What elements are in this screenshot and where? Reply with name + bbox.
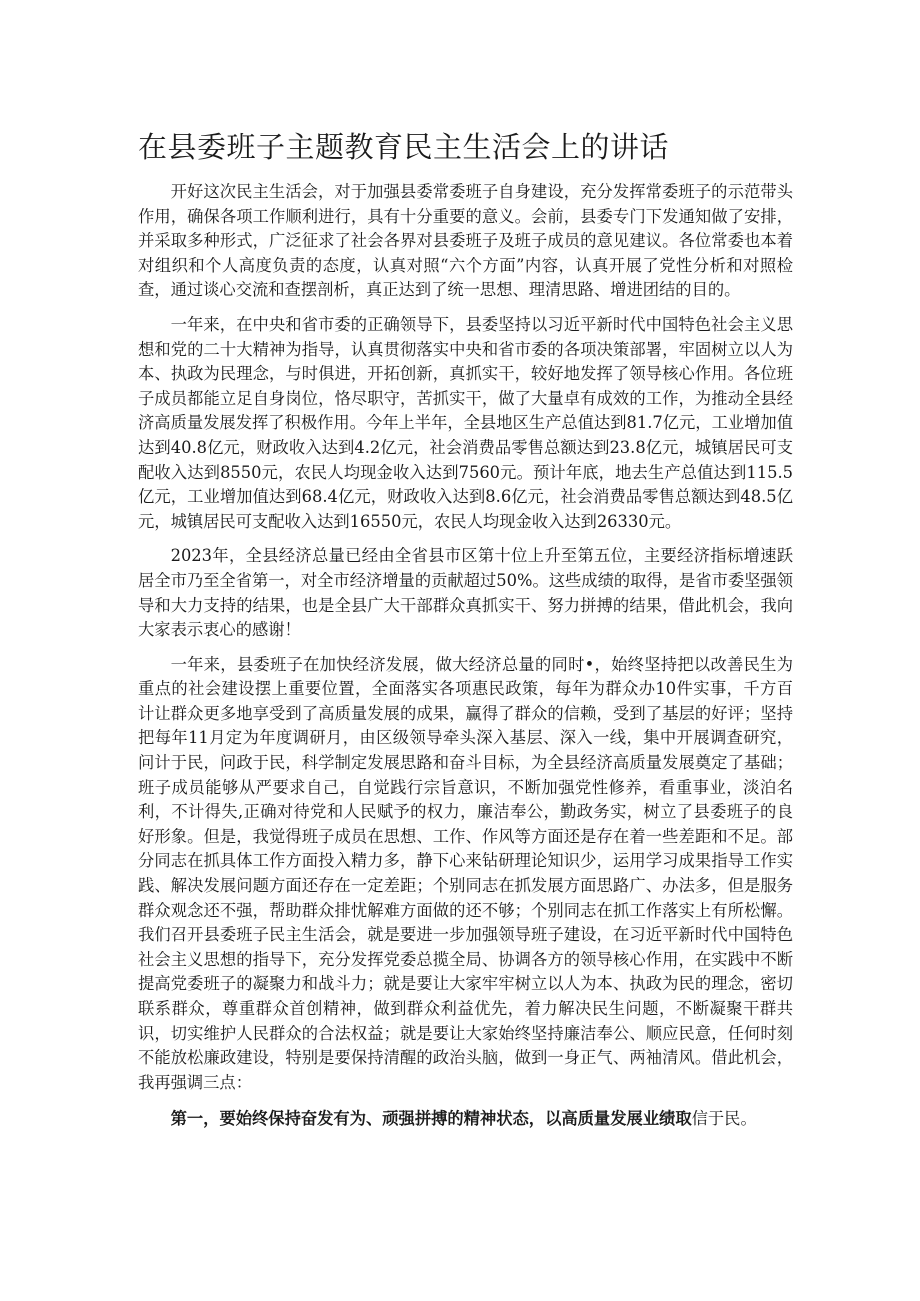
paragraph-shortcomings: 一年来，县委班子在加快经济发展，做大经济总量的同时•，始终坚持把以改善民生为重点的社会建设摆上重要位置，全面落实各项惠民政策，每年为群众办10件实事，千方百计让群众更多地享受到了高质量发展的成果，赢得了群众的信赖，受到了基层的好评；坚持把每年11月定为年度调研月，由区级领导牵头深入基层、深入一线，集中开展调查研究，问计于民，问政于民，科学制定发展思路和奋斗目标，为全县经济高质量发展奠定了基础；班子成员能够从严要求自己，自觉践行宗旨意识，不断加强党性修养，看重事业，淡泊名利，不计得失,正确对待党和人民赋予的权力，廉洁奉公，勤政务实，树立了县委班子的良好形象。但是，我觉得班子成员在思想、工作、作风等方面还是存在着一些差距和不足。部分同志在抓具体工作方面投入精力多，静下心来钻研理论知识少，运用学习成果指导工作实践、解决发展问题方面还存在一定差距；个别同志在抓发展方面思路广、办法多，但是服务群众观念还不强，帮助群众排忧解难方面做的还不够；个别同志在抓工作落实上有所松懈。我们召开县委班子民主生活会，就是要进一步加强领导班子建设，在习近平新时代中国特色社会主义思想的指导下，充分发挥党委总揽全局、协调各方的领导核心作用，在实践中不断提高党委班子的凝聚力和战斗力；就是要让大家牢牢树立以人为本、执政为民的理念，密切联系群众，尊重群众首创精神，做到群众利益优先，着力解决民生问题，不断凝聚干群共识，切实维护人民群众的合法权益；就是要让大家始终坚持廉洁奉公、顺应民意，任何时刻不能放松廉政建设，特别是要保持清醒的政治头脑，做到一身正气、两袖清风。借此机会，我再强调三点：	[138, 654, 793, 1092]
first-point-heading: 第一，要始终保持奋发有为、顽强拼搏的精神状态，以高质量发展业绩取	[170, 1109, 692, 1129]
first-point-tail: 信于民。	[691, 1109, 757, 1129]
paragraph-intro: 开好这次民主生活会，对于加强县委常委班子自身建设，充分发挥常委班子的示范带头作用，确保各项工作顺利进行，具有十分重要的意义。会前，县委专门下发通知做了安排，并采取多种形式，广泛征求了社会各界对县委班子及班子成员的意见建议。各位常委也本着对组织和个人高度负责的态度，认真对照“六个方面”内容，认真开展了党性分析和对照检查，通过谈心交流和查摆剖析，真正达到了统一思想、理清思路、增进团结的目的。	[138, 182, 793, 300]
paragraph-first-point	[138, 1107, 793, 1132]
paragraph-ranking: 2023年，全县经济总量已经由全省县市区第十位上升至第五位，主要经济指标增速跃居全市乃至全省第一，对全市经济增量的贡献超过50%。这些成绩的取得，是省市委坚强领导和大力支持的结果，也是全县广大干部群众真抓实干、努力拼搏的结果，借此机会，我向大家表示衷心的感谢！	[138, 546, 793, 640]
document-title: 在县委班子主题教育民主生活会上的讲话	[138, 130, 670, 164]
document-page	[138, 128, 793, 1132]
paragraph-achievements: 一年来，在中央和省市委的正确领导下，县委坚持以习近平新时代中国特色社会主义思想和党的二十大精神为指导，认真贯彻落实中央和省市委的各项决策部署，牢固树立以人为本、执政为民理念，与时俱进，开拓创新，真抓实干，较好地发挥了领导核心作用。各位班子成员都能立足自身岗位，恪尽职守，苦抓实干，做了大量卓有成效的工作，为推动全县经济高质量发展发挥了积极作用。今年上半年，全县地区生产总值达到81.7亿元，工业增加值达到40.8亿元，财政收入达到4.2亿元，社会消费品零售总额达到23.8亿元，城镇居民可支配收入达到8550元，农民人均现金收入达到7560元。预计年底，地去生产总值达到115.5亿元，工业增加值达到68.4亿元，财政收入达到8.6亿元，社会消费品零售总额达到48.5亿元，城镇居民可支配收入达到16550元，农民人均现金收入达到26330元。	[138, 314, 793, 531]
